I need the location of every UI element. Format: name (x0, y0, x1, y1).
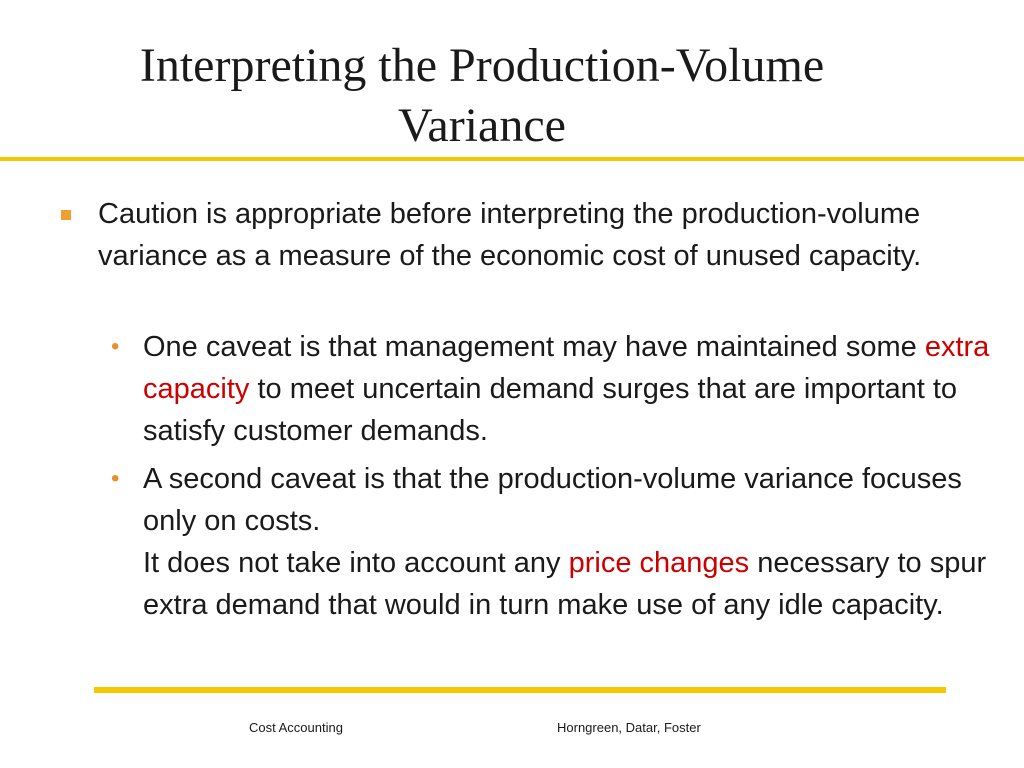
slide-title-line1: Interpreting the Production-Volume (139, 39, 825, 92)
sub-bullet-1-highlight: extra capacity (143, 331, 990, 405)
footer-course: Cost Accounting (249, 720, 343, 735)
title-divider (0, 157, 1024, 161)
dot-bullet-icon: • (111, 333, 120, 360)
sub-bullet-1-after: to meet uncertain demand surges that are important to satisfy customer demands. (143, 373, 958, 447)
sub-bullet-2-highlight: price changes (568, 547, 750, 579)
sub-bullet-1-before: One caveat is that management may have maintained some (143, 331, 925, 363)
slide-title-line2: Variance (398, 99, 566, 152)
sub-bullet-2-line1: A second caveat is that the production-volume variance focuses only on costs. (143, 463, 962, 537)
sub-bullet-2-after: necessary to spur extra demand that would in turn make use of any idle capacity. (143, 547, 987, 621)
square-bullet-icon (61, 210, 71, 220)
footer-authors: Horngreen, Datar, Foster (557, 720, 701, 735)
sub-bullet-2 (143, 458, 1003, 626)
slide-title (0, 36, 964, 156)
footer-divider (94, 687, 946, 693)
sub-bullet-2-before: It does not take into account any (143, 547, 569, 579)
sub-bullet-1 (143, 326, 1003, 452)
dot-bullet-icon: • (111, 465, 120, 492)
main-bullet-text: Caution is appropriate before interpreting the production-volume variance as a measure of the economic cost of unused capacity. (98, 198, 922, 272)
